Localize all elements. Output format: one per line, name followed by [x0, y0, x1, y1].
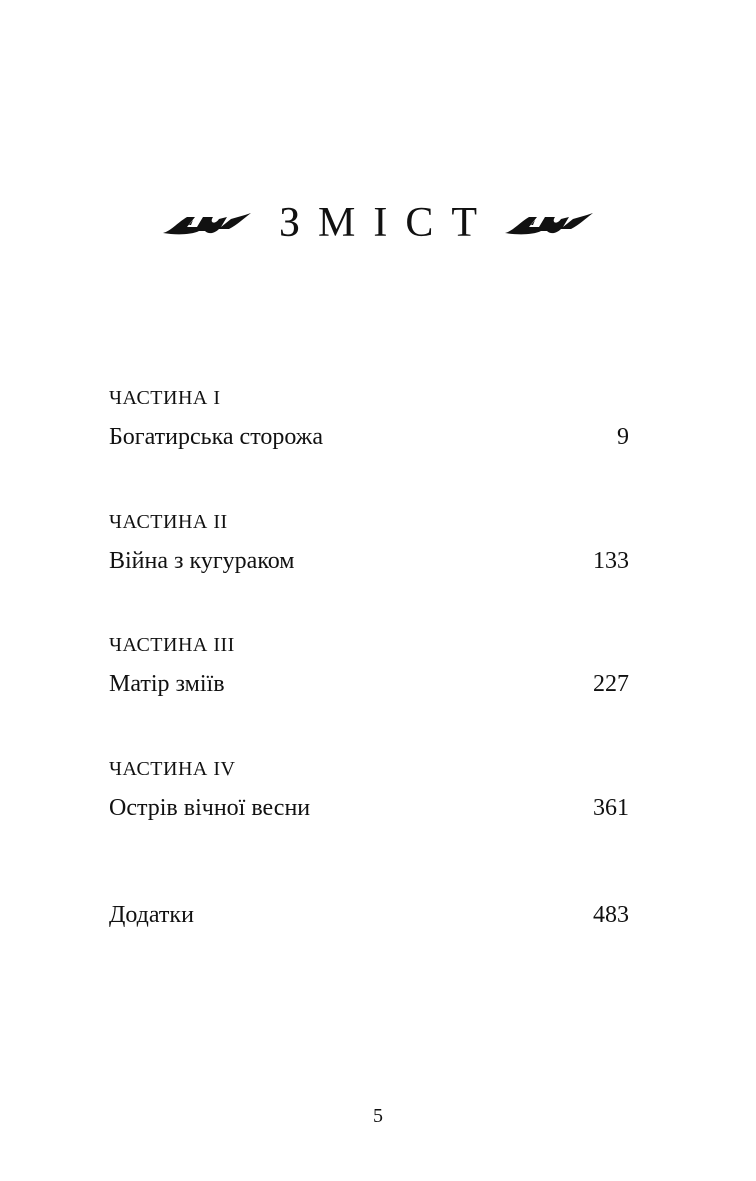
entry-title: Острів вічної весни	[109, 795, 311, 821]
page-title: ЗМІСТ	[278, 200, 496, 246]
toc-entry[interactable]	[109, 793, 629, 823]
toc-entry[interactable]	[109, 669, 629, 699]
ornament-left-icon	[161, 209, 253, 237]
part-label: ЧАСТИНА I	[109, 387, 221, 409]
entry-title: Матір зміїв	[109, 671, 225, 697]
entry-page: 227	[593, 671, 629, 697]
ornament-right-icon	[503, 209, 595, 237]
toc-entry[interactable]	[109, 546, 629, 576]
toc-appendix	[109, 900, 629, 930]
toc-entry[interactable]	[109, 900, 629, 930]
entry-title: Додатки	[109, 902, 194, 928]
part-label: ЧАСТИНА III	[109, 634, 235, 656]
entry-page: 133	[593, 548, 629, 574]
part-label: ЧАСТИНА II	[109, 511, 228, 533]
toc-section	[109, 510, 629, 576]
page-number: 5	[373, 1105, 383, 1127]
entry-title: Війна з кугураком	[109, 548, 295, 574]
toc-heading	[0, 198, 756, 248]
entry-page: 361	[593, 795, 629, 821]
toc-section	[109, 757, 629, 823]
entry-page: 9	[617, 424, 629, 450]
toc-entry[interactable]	[109, 422, 629, 452]
toc-section	[109, 633, 629, 699]
part-label: ЧАСТИНА IV	[109, 758, 236, 780]
entry-page: 483	[593, 902, 629, 928]
entry-title: Богатирська сторожа	[109, 424, 323, 450]
toc-section	[109, 386, 629, 452]
